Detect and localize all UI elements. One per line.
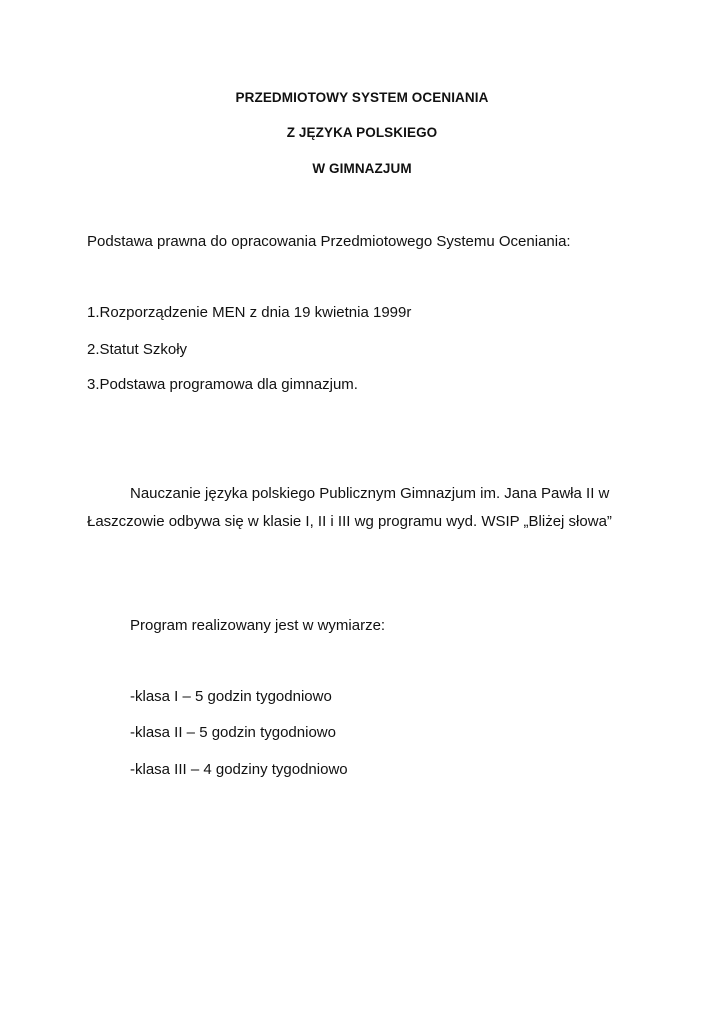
paragraph-line-2: Łaszczowie odbywa się w klasie I, II i III wg programu wyd. WSIP „Bliżej słowa” — [87, 513, 612, 530]
document-title-line-2: Z JĘZYKA POLSKIEGO — [286, 125, 438, 140]
legal-basis-heading: Podstawa prawna do opracowania Przedmiotowego Systemu Oceniania: — [87, 233, 571, 250]
legal-basis-item: 3.Podstawa programowa dla gimnazjum. — [87, 376, 358, 393]
program-heading: Program realizowany jest w wymiarze: — [130, 617, 386, 634]
program-item: -klasa III – 4 godziny tygodniowo — [130, 761, 348, 778]
paragraph-line-1: Nauczanie języka polskiego Publicznym Gimnazjum im. Jana Pawła II w — [130, 485, 610, 502]
legal-basis-item: 1.Rozporządzenie MEN z dnia 19 kwietnia 1999r — [87, 304, 412, 321]
program-item: -klasa II – 5 godzin tygodniowo — [130, 724, 336, 741]
legal-basis-item: 2.Statut Szkoły — [87, 341, 188, 358]
program-item: -klasa I – 5 godzin tygodniowo — [130, 688, 332, 705]
document-title-line-1: PRZEDMIOTOWY SYSTEM OCENIANIA — [235, 90, 489, 105]
document-title-line-3: W GIMNAZJUM — [312, 161, 412, 176]
